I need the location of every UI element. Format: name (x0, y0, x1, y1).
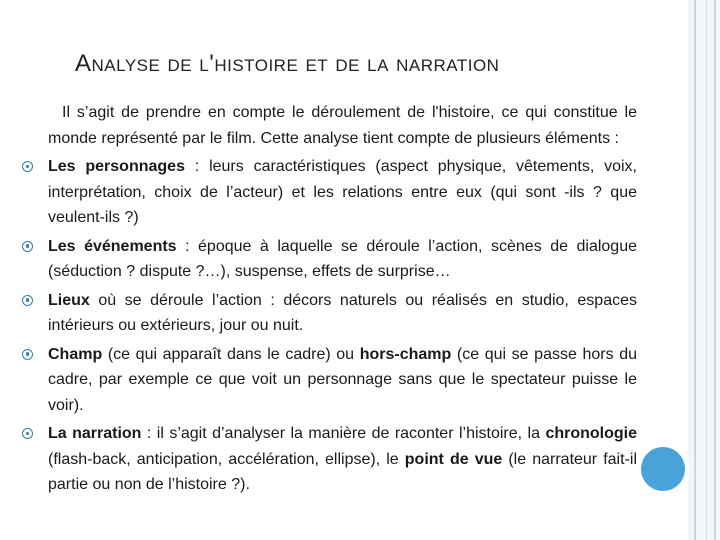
bullet-text: où se déroule l’action : décors naturels ou réalisés en studio, espaces intérieurs ou extérieurs, jour ou nuit. (48, 291, 637, 334)
slide-body (22, 100, 637, 498)
circle-bullet-icon (22, 428, 33, 439)
bullet-text: : époque à laquelle se déroule l’action, scènes de dialogue (séduction ? dispute ?…), suspense, effets de surprise… (48, 237, 638, 280)
bullet-text: (ce qui se passe hors du cadre, par exemple ce que voit un personnage sans que le spectateur puisse le voir). (48, 345, 638, 414)
circle-bullet-icon (22, 241, 33, 252)
bullet-personnages (22, 154, 637, 231)
bullet-text: (flash-back, anticipation, accélération, ellipse), le (48, 450, 405, 468)
bullet-text: : leurs caractéristiques (aspect physique, vêtements, voix, interprétation, choix de l’acteur) et les relations entre eux (qui sont -ils ? que veulent-ils ?) (48, 158, 638, 226)
intro-paragraph: Il s’agit de prendre en compte le déroulement de l'histoire, ce qui constitue le monde représenté par le film. Cette analyse tient compte de plusieurs éléments : (48, 104, 637, 147)
bullet-text: : il s’agit d’analyser la manière de raconter l’histoire, la (141, 425, 546, 442)
bullet-term-secondary: hors-champ (359, 345, 452, 363)
bullet-lieux (22, 288, 637, 339)
bullet-term: Champ (48, 345, 103, 363)
bullet-text: (ce qui apparaît dans le cadre) ou (102, 345, 360, 363)
bullet-term: La narration (48, 425, 142, 442)
bullet-text: (le narrateur fait-il partie ou non de l’histoire ?). (48, 450, 637, 493)
slide-title: Analyse de l'histoire et de la narration (75, 50, 500, 77)
border-line (706, 0, 707, 540)
bullet-term-secondary: chronologie (545, 425, 637, 442)
bullet-term: Lieux (48, 291, 90, 309)
bullet-champ (22, 342, 637, 419)
bullet-term: Les événements (48, 237, 177, 255)
bullet-term-tertiary: point de vue (404, 450, 503, 468)
bullet-evenements (22, 234, 637, 285)
bullet-narration (22, 421, 637, 498)
border-line (694, 0, 696, 540)
border-line (714, 0, 716, 540)
circle-bullet-icon (22, 295, 33, 306)
circle-bullet-icon (22, 349, 33, 360)
decorative-circle-icon (641, 447, 685, 491)
circle-bullet-icon (22, 161, 33, 172)
bullet-list (22, 154, 637, 498)
bullet-term: Les personnages (48, 158, 185, 175)
